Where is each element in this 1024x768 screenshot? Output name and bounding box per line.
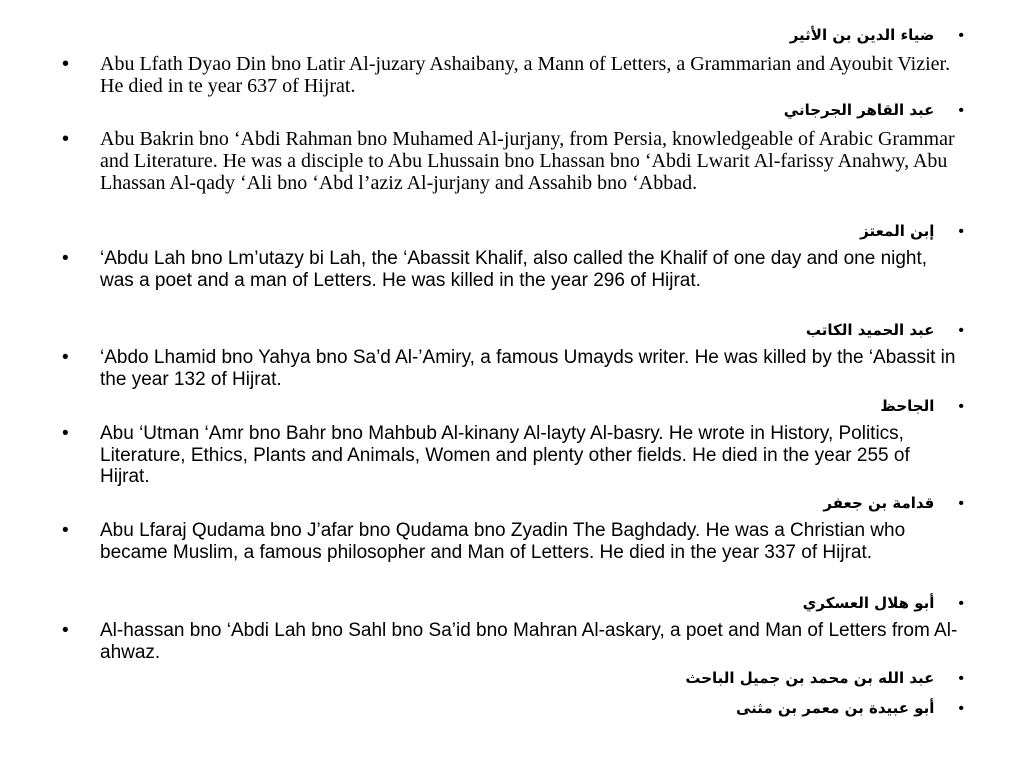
bullet: •	[62, 347, 69, 368]
arabic-heading-5	[880, 395, 964, 418]
bullet: •	[62, 53, 70, 75]
biography-paragraph-3	[62, 248, 962, 291]
paragraph-text: ‘Abdo Lhamid bno Yahya bno Sa’d Al-’Amiry, a famous Umayds writer. He was killed by the ‘Abassit in the year 132 of Hijrat.	[100, 347, 956, 390]
biography-paragraph-4	[62, 347, 962, 390]
biography-paragraph-6	[62, 520, 962, 563]
biography-paragraph-7	[62, 620, 962, 663]
arabic-heading-text: عبد الله بن محمد بن جميل الباحث	[685, 669, 935, 687]
bullet: •	[958, 495, 964, 512]
arabic-heading-3	[860, 220, 964, 243]
bullet: •	[62, 423, 69, 444]
paragraph-text: ‘Abdu Lah bno Lm’utazy bi Lah, the ‘Abassit Khalif, also called the Khalif of one day and one night, was a poet and a man of Letters. He was killed in the year 296 of Hijrat.	[100, 248, 928, 291]
arabic-heading-text: قدامة بن جعفر	[823, 494, 935, 512]
bullet: •	[958, 595, 964, 612]
arabic-heading-text: الجاحظ	[880, 397, 935, 415]
paragraph-text: Abu ‘Utman ‘Amr bno Bahr bno Mahbub Al-kinany Al-layty Al-basry. He wrote in History, Politics, Literature, Ethics, Plants and Animals, Women and plenty other fields. He died in the year 255 of Hijrat.	[100, 423, 910, 487]
arabic-heading-8	[685, 667, 964, 690]
bullet: •	[958, 27, 964, 44]
arabic-heading-text: أبو عبيدة بن معمر بن مثنى	[735, 699, 935, 717]
bullet: •	[958, 398, 964, 415]
bullet: •	[958, 223, 964, 240]
arabic-heading-4	[806, 319, 964, 342]
paragraph-text: Abu Lfaraj Qudama bno J’afar bno Qudama bno Zyadin The Baghdady. He was a Christian who became Muslim, a famous philosopher and Man of Letters. He died in the year 337 of Hijrat.	[100, 520, 906, 563]
arabic-heading-text: ضياء الدين بن الأثير	[789, 26, 935, 44]
arabic-heading-text: إبن المعتز	[860, 222, 935, 240]
biography-paragraph-5	[62, 423, 962, 488]
arabic-heading-text: أبو هلال العسكري	[802, 594, 935, 612]
arabic-heading-2	[784, 99, 964, 122]
bullet: •	[958, 102, 964, 119]
arabic-heading-7	[803, 592, 964, 615]
bullet: •	[62, 248, 69, 269]
arabic-heading-1	[790, 24, 964, 47]
paragraph-text: Abu Lfath Dyao Din bno Latir Al-juzary Ashaibany, a Mann of Letters, a Grammarian and Ayoubit Vizier. He died in te year 637 of Hijrat.	[100, 53, 951, 97]
arabic-heading-9	[736, 697, 964, 720]
paragraph-text: Abu Bakrin bno ‘Abdi Rahman bno Muhamed Al-jurjany, from Persia, knowledgeable of Arabic Grammar and Literature. He was a disciple to Abu Lhussain bno Lhassan bno ‘Abdi Lwarit Al-farissy Anahwy, Abu Lhassan Al-qady ‘Ali bno ‘Abd l’aziz Al-jurjany and Assahib bno ‘Abbad.	[100, 128, 955, 194]
bullet: •	[62, 520, 69, 541]
arabic-heading-text: عبد الحميد الكاتب	[805, 321, 935, 339]
biography-paragraph-1	[62, 53, 962, 97]
paragraph-text: Al-hassan bno ‘Abdi Lah bno Sahl bno Sa’id bno Mahran Al-askary, a poet and Man of Letters from Al-ahwaz.	[100, 620, 958, 663]
bullet: •	[62, 128, 70, 150]
bullet: •	[958, 670, 964, 687]
bullet: •	[62, 620, 69, 641]
arabic-heading-text: عبد القاهر الجرجاني	[783, 101, 935, 119]
arabic-heading-6	[823, 492, 964, 515]
biography-paragraph-2	[62, 128, 962, 194]
bullet: •	[958, 322, 964, 339]
bullet: •	[958, 700, 964, 717]
